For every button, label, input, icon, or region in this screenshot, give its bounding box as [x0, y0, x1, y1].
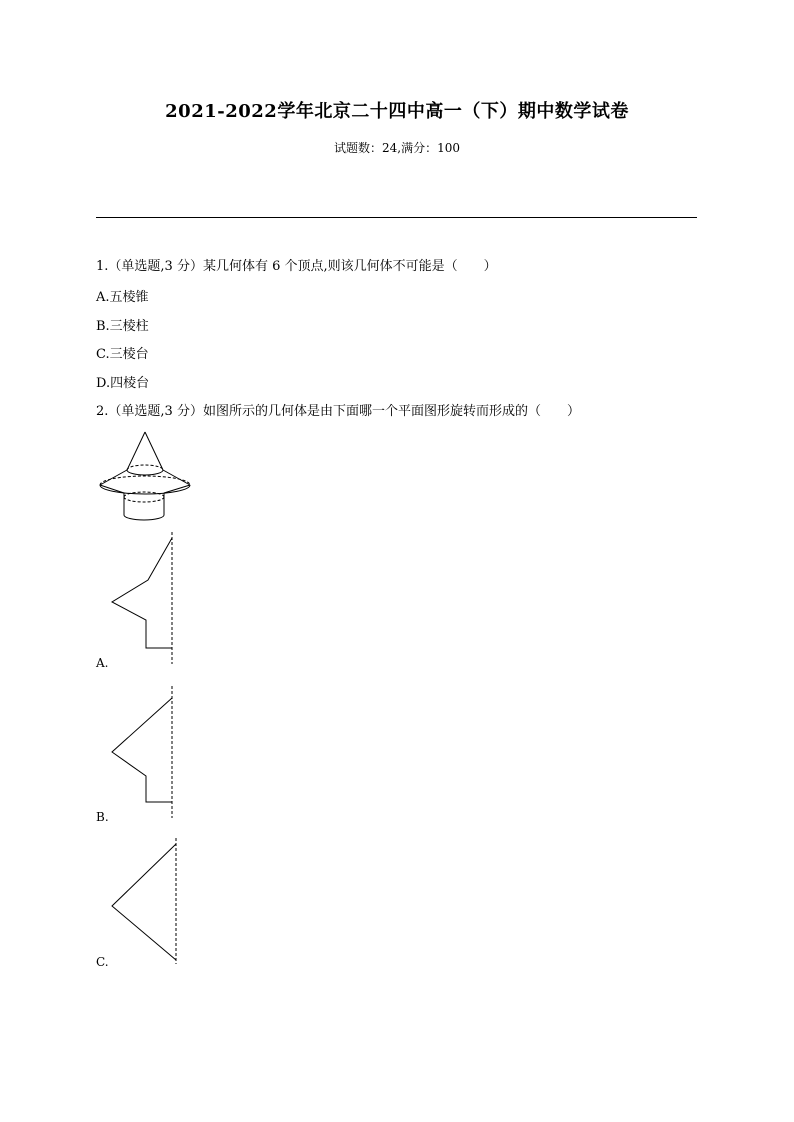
solid-of-revolution-figure [96, 430, 196, 526]
question-1-stem: 1.（单选题,3 分）某几何体有 6 个顶点,则该几何体不可能是（ ） [96, 259, 497, 274]
question-2-option-a-label: A. [96, 656, 109, 670]
option-c-figure [108, 836, 182, 968]
exam-subtitle: 试题数：24,满分：100 [334, 141, 460, 155]
question-2-stem: 2.（单选题,3 分）如图所示的几何体是由下面哪一个平面图形旋转而形成的（ ） [96, 404, 580, 419]
question-2-option-b-label: B. [96, 810, 109, 824]
option-b-figure [108, 684, 178, 820]
question-1-option-c: C.三棱台 [96, 347, 149, 362]
exam-title: 2021-2022学年北京二十四中高一（下）期中数学试卷 [165, 101, 629, 122]
option-a-figure [108, 530, 178, 666]
question-1-option-d: D.四棱台 [96, 376, 150, 391]
question-1-option-a: A.五棱锥 [96, 290, 149, 305]
header-divider [96, 217, 697, 218]
question-2-option-c-label: C. [96, 955, 109, 969]
question-1-option-b: B.三棱柱 [96, 319, 149, 334]
